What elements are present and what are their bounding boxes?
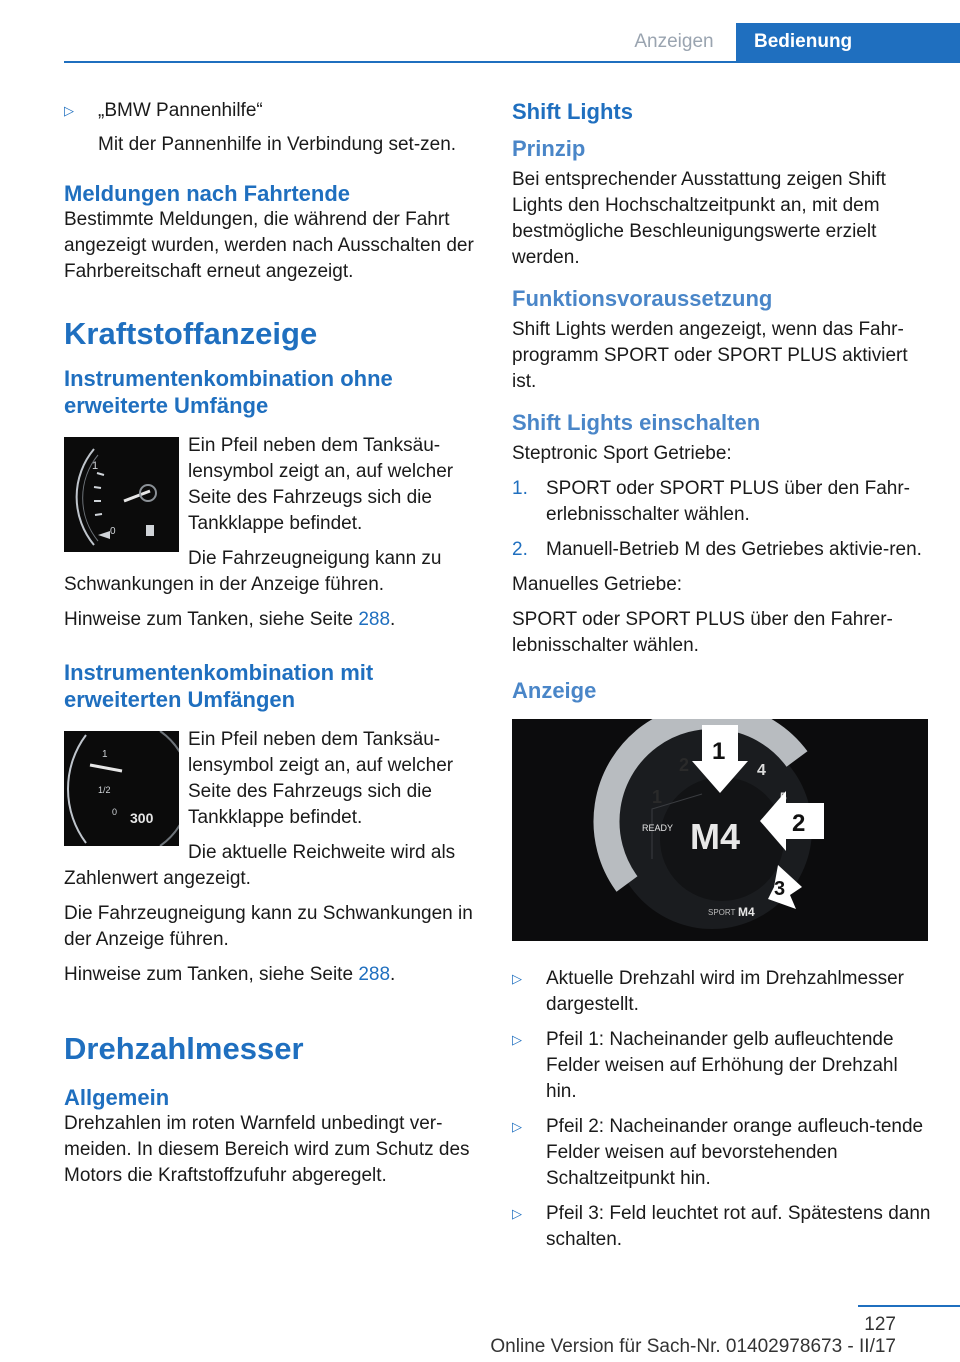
list-item: [512, 1027, 932, 1105]
drehzahl-heading: Drehzahlmesser: [64, 1031, 304, 1066]
bullet-text: Pfeil 3: Feld leuchtet rot auf. Spätestens dann schalten.: [546, 1203, 931, 1250]
footer-rule: [858, 1305, 960, 1307]
ready-label: READY: [642, 823, 674, 833]
step-text: SPORT oder SPORT PLUS über den Fahr-erlebnisschalter wählen.: [546, 478, 910, 525]
funktion-heading: Funktionsvoraussetzung: [512, 286, 773, 311]
hinweise-prefix: Hinweise zum Tanken, siehe Seite: [64, 609, 359, 630]
ohne-text-2: Die Fahrzeugneigung kann zu Schwankungen in der Anzeige führen.: [64, 548, 442, 595]
scale-2: 2: [679, 755, 690, 775]
kraftstoff-heading: Kraftstoffanzeige: [64, 316, 318, 351]
step-number: 1.: [512, 478, 528, 499]
triangle-bullet-icon: ▷: [64, 103, 74, 118]
hinweise2-prefix: Hinweise zum Tanken, siehe Seite: [64, 964, 359, 985]
hinweise-text: [64, 607, 474, 633]
arrow-2-label: 2: [792, 810, 806, 837]
gear-display: M4: [690, 816, 741, 857]
header-rule: [64, 61, 960, 63]
allgemein-text: Drehzahlen im roten Warnfeld unbedingt ver-meiden. In diesem Bereich wird zum Schutz des Motors die Kraftstoffzufuhr abgeregelt.: [64, 1113, 470, 1186]
prinzip-text: Bei entsprechender Ausstattung zeigen Shift Lights den Hochschaltzeitpunkt an, mit dem bestmögliche Beschleunigungswerte erzielt werden.: [512, 169, 886, 268]
manuelles-text: SPORT oder SPORT PLUS über den Fahrer-lebnisschalter wählen.: [512, 609, 893, 656]
ohne-heading: Instrumentenkombination ohne erweiterte Umfänge: [64, 366, 393, 418]
hinweise-suffix: .: [390, 609, 396, 630]
meldungen-heading: Meldungen nach Fahrtende: [64, 181, 351, 206]
ohne-section: [64, 433, 474, 607]
list-item: [512, 1201, 932, 1253]
gauge-mark-0: 0: [110, 526, 116, 537]
bullet-text: Pfeil 2: Nacheinander orange aufleuch-tende Felder weisen auf bevorstehenden Schaltzeitpunkt hin.: [546, 1116, 924, 1189]
manuelles-label: Manuelles Getriebe:: [512, 574, 683, 595]
einschalten-heading: Shift Lights einschalten: [512, 410, 761, 435]
tab-anzeigen[interactable]: Anzeigen: [634, 31, 714, 52]
triangle-bullet-icon: ▷: [512, 1119, 522, 1134]
list-item: [64, 98, 474, 158]
scale-1: 1: [652, 787, 663, 807]
mit-text-1: Ein Pfeil neben dem Tanksäu-lensymbol zeigt an, auf welcher Seite des Fahrzeugs sich die Tankklappe befindet.: [188, 729, 454, 828]
bullet-text: Aktuelle Drehzahl wird im Drehzahlmesser dargestellt.: [546, 968, 904, 1015]
right-column: [512, 98, 932, 1262]
gauge2-mark-half: 1/2: [98, 785, 111, 795]
tab-bedienung[interactable]: Bedienung: [736, 23, 960, 61]
mit-text-3: Die Fahrzeugneigung kann zu Schwankungen in der Anzeige führen.: [64, 903, 473, 950]
gauge2-range: 300: [130, 810, 154, 826]
page-number: 127: [864, 1314, 896, 1335]
fuel-gauge-image: [64, 437, 179, 552]
shift-lights-heading: Shift Lights: [512, 99, 633, 124]
shift-lights-image: [512, 719, 928, 941]
allgemein-heading: Allgemein: [64, 1085, 170, 1110]
mit-section: [64, 727, 474, 901]
fuel-gauge-range-image: [64, 731, 179, 846]
arrow-3-label: 3: [774, 878, 786, 900]
anzeige-heading: Anzeige: [512, 678, 597, 703]
scale-4: 4: [757, 762, 766, 779]
prinzip-heading: Prinzip: [512, 136, 586, 161]
page-link-288-2[interactable]: 288: [358, 964, 391, 985]
bullet-text: Mit der Pannenhilfe in Verbindung set-zen.: [98, 134, 457, 155]
mit-text-2: Die aktuelle Reichweite wird als Zahlenwert angezeigt.: [64, 842, 456, 889]
step-text: Manuell-Betrieb M des Getriebes aktivie-ren.: [546, 539, 922, 560]
hinweise2-text: [64, 962, 474, 988]
bullet-title: „BMW Pannenhilfe“: [98, 100, 263, 121]
list-item: [512, 476, 932, 528]
list-item: [512, 966, 932, 1018]
list-item: [512, 537, 932, 563]
gauge2-mark-0: 0: [112, 807, 118, 817]
footer-text: Online Version für Sach-Nr. 01402978673 - II/17: [490, 1336, 896, 1357]
funktion-text: Shift Lights werden angezeigt, wenn das Fahr-programm SPORT oder SPORT PLUS aktiviert ist.: [512, 319, 908, 392]
left-column: [64, 98, 474, 1198]
page-link-288[interactable]: 288: [358, 609, 391, 630]
bullet-text: Pfeil 1: Nacheinander gelb aufleuchtende Felder weisen auf Erhöhung der Drehzahl hin.: [546, 1029, 898, 1102]
gauge2-mark-1: 1: [102, 749, 108, 760]
step-number: 2.: [512, 539, 528, 560]
meldungen-text: Bestimmte Meldungen, die während der Fahrt angezeigt wurden, werden nach Ausschalten der Fahrbereitschaft erneut angezeigt.: [64, 209, 474, 282]
triangle-bullet-icon: ▷: [512, 1032, 522, 1047]
ohne-text-1: Ein Pfeil neben dem Tanksäu-lensymbol zeigt an, auf welcher Seite des Fahrzeugs sich die Tankklappe befindet.: [188, 435, 454, 534]
hinweise2-suffix: .: [390, 964, 396, 985]
list-item: [512, 1114, 932, 1192]
triangle-bullet-icon: ▷: [512, 971, 522, 986]
mit-heading: Instrumentenkombination mit erweiterten Umfängen: [64, 660, 374, 712]
gauge-mark-1: 1: [92, 460, 99, 472]
triangle-bullet-icon: ▷: [512, 1206, 522, 1221]
arrow-1-label: 1: [712, 738, 726, 765]
steptronic-label: Steptronic Sport Getriebe:: [512, 443, 732, 464]
sport-label: SPORT: [708, 908, 736, 917]
sport-gear: M4: [738, 905, 755, 919]
